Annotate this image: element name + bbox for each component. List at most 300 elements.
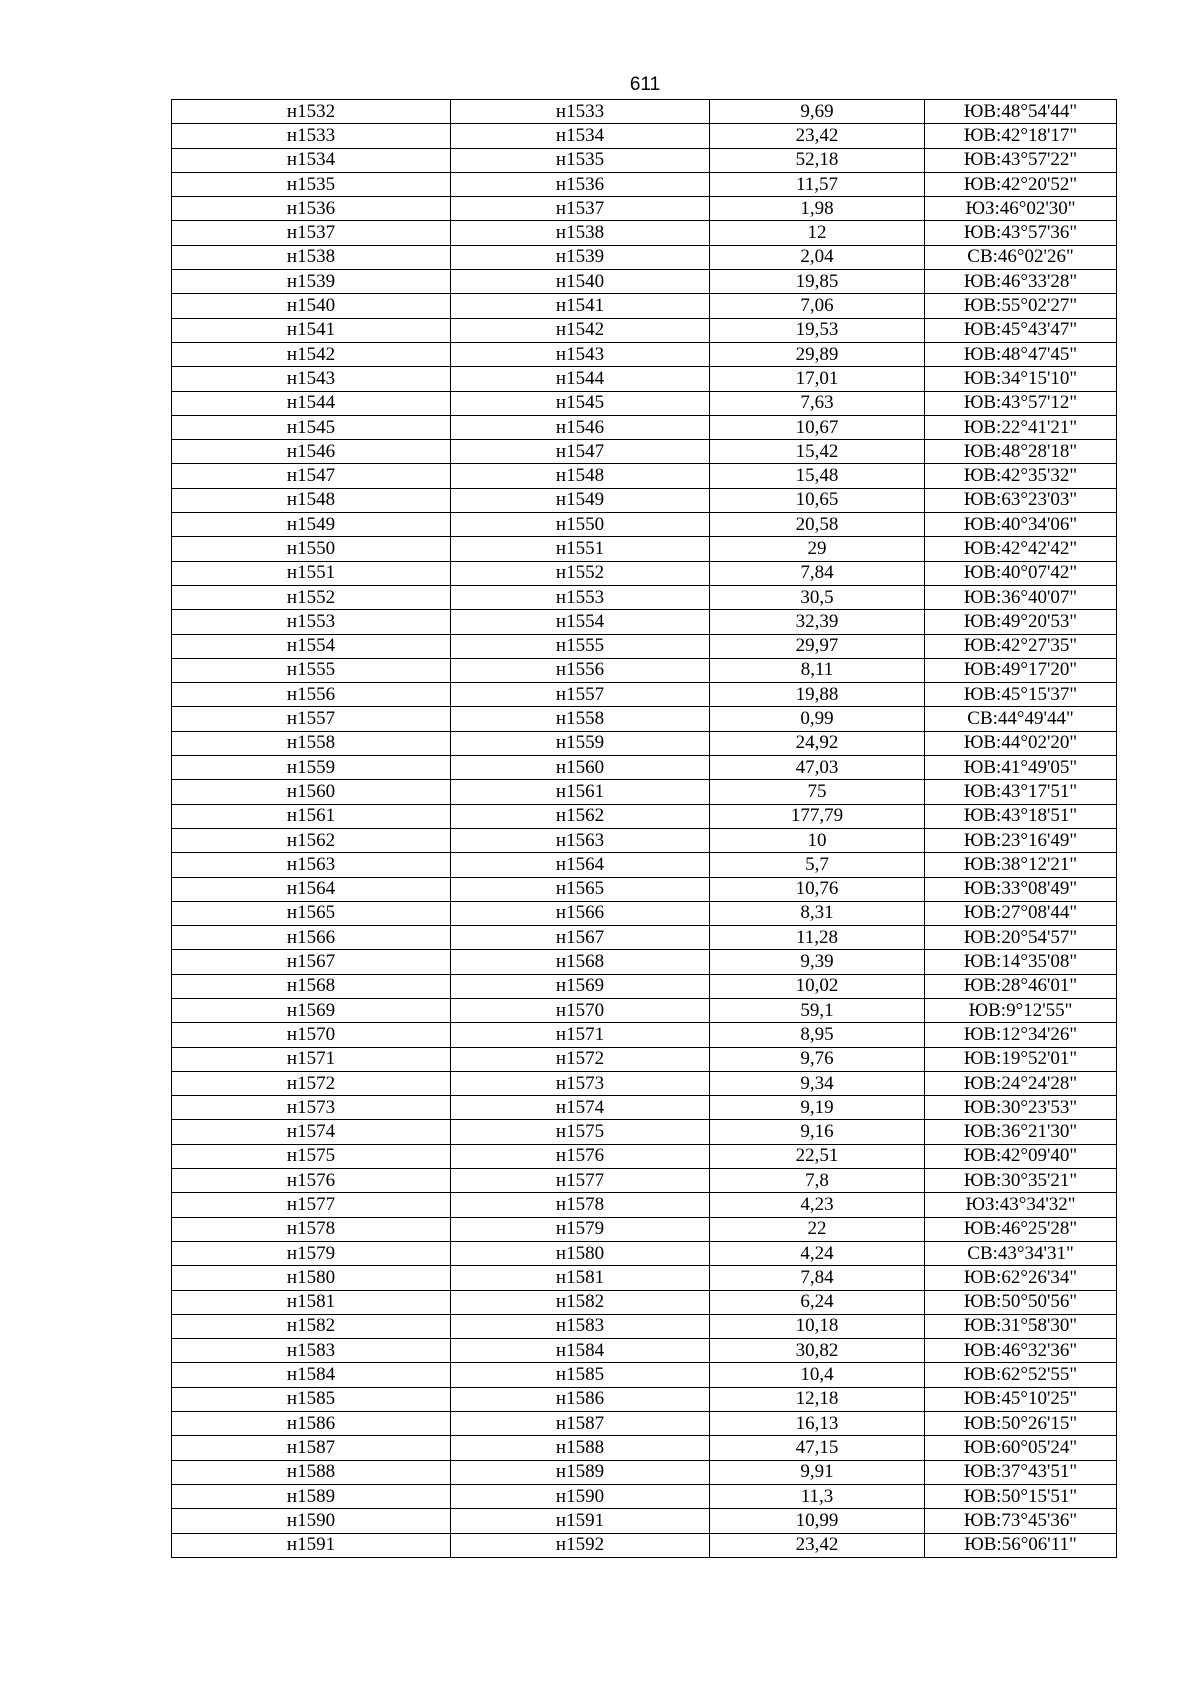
bearing-cell: ЮВ:40°34'06" bbox=[925, 513, 1117, 537]
bearing-cell: ЮВ:43°57'36" bbox=[925, 221, 1117, 245]
from-point-cell: н1552 bbox=[172, 585, 451, 609]
table-row bbox=[172, 245, 1117, 269]
table-row bbox=[172, 1096, 1117, 1120]
distance-cell: 7,8 bbox=[710, 1169, 925, 1193]
to-point-cell: н1577 bbox=[451, 1169, 710, 1193]
from-point-cell: н1546 bbox=[172, 440, 451, 464]
from-point-cell: н1541 bbox=[172, 318, 451, 342]
from-point-cell: н1564 bbox=[172, 877, 451, 901]
from-point-cell: н1588 bbox=[172, 1460, 451, 1484]
bearing-cell: ЮВ:49°17'20" bbox=[925, 658, 1117, 682]
to-point-cell: н1540 bbox=[451, 270, 710, 294]
page-number: 611 bbox=[629, 74, 661, 95]
table-row bbox=[172, 415, 1117, 439]
bearing-cell: ЮВ:20°54'57" bbox=[925, 926, 1117, 950]
bearing-cell: ЮВ:41°49'05" bbox=[925, 756, 1117, 780]
from-point-cell: н1587 bbox=[172, 1436, 451, 1460]
distance-cell: 17,01 bbox=[710, 367, 925, 391]
from-point-cell: н1556 bbox=[172, 683, 451, 707]
to-point-cell: н1556 bbox=[451, 658, 710, 682]
distance-cell: 7,84 bbox=[710, 1266, 925, 1290]
bearing-cell: ЮВ:27°08'44" bbox=[925, 901, 1117, 925]
table-row bbox=[172, 1363, 1117, 1387]
bearing-cell: ЮВ:50°26'15" bbox=[925, 1412, 1117, 1436]
distance-cell: 9,34 bbox=[710, 1071, 925, 1095]
table-row bbox=[172, 294, 1117, 318]
distance-cell: 22,51 bbox=[710, 1144, 925, 1168]
to-point-cell: н1550 bbox=[451, 513, 710, 537]
bearing-cell: ЮВ:37°43'51" bbox=[925, 1460, 1117, 1484]
table-row bbox=[172, 1047, 1117, 1071]
table-row bbox=[172, 124, 1117, 148]
bearing-cell: СВ:43°34'31" bbox=[925, 1241, 1117, 1265]
bearing-cell: ЮВ:42°18'17" bbox=[925, 124, 1117, 148]
table-row bbox=[172, 1266, 1117, 1290]
bearing-cell: ЮВ:48°54'44" bbox=[925, 100, 1117, 124]
from-point-cell: н1591 bbox=[172, 1533, 451, 1557]
bearing-cell: ЮВ:45°43'47" bbox=[925, 318, 1117, 342]
distance-cell: 15,48 bbox=[710, 464, 925, 488]
from-point-cell: н1569 bbox=[172, 998, 451, 1022]
distance-cell: 16,13 bbox=[710, 1412, 925, 1436]
distance-cell: 29 bbox=[710, 537, 925, 561]
bearing-cell: ЮВ:60°05'24" bbox=[925, 1436, 1117, 1460]
bearing-cell: ЮВ:43°18'51" bbox=[925, 804, 1117, 828]
from-point-cell: н1554 bbox=[172, 634, 451, 658]
from-point-cell: н1540 bbox=[172, 294, 451, 318]
table-row bbox=[172, 707, 1117, 731]
table-row bbox=[172, 1241, 1117, 1265]
bearing-cell: ЮВ:45°10'25" bbox=[925, 1387, 1117, 1411]
table-row bbox=[172, 367, 1117, 391]
to-point-cell: н1562 bbox=[451, 804, 710, 828]
table-row bbox=[172, 1436, 1117, 1460]
distance-cell: 9,16 bbox=[710, 1120, 925, 1144]
from-point-cell: н1560 bbox=[172, 780, 451, 804]
to-point-cell: н1564 bbox=[451, 853, 710, 877]
distance-cell: 2,04 bbox=[710, 245, 925, 269]
from-point-cell: н1542 bbox=[172, 342, 451, 366]
to-point-cell: н1581 bbox=[451, 1266, 710, 1290]
from-point-cell: н1568 bbox=[172, 974, 451, 998]
from-point-cell: н1577 bbox=[172, 1193, 451, 1217]
to-point-cell: н1547 bbox=[451, 440, 710, 464]
distance-cell: 9,76 bbox=[710, 1047, 925, 1071]
table-row bbox=[172, 950, 1117, 974]
to-point-cell: н1591 bbox=[451, 1509, 710, 1533]
from-point-cell: н1548 bbox=[172, 488, 451, 512]
from-point-cell: н1582 bbox=[172, 1314, 451, 1338]
table-row bbox=[172, 342, 1117, 366]
from-point-cell: н1584 bbox=[172, 1363, 451, 1387]
from-point-cell: н1559 bbox=[172, 756, 451, 780]
bearing-cell: ЮВ:38°12'21" bbox=[925, 853, 1117, 877]
distance-cell: 7,06 bbox=[710, 294, 925, 318]
table-row bbox=[172, 1509, 1117, 1533]
bearing-cell: ЮВ:30°23'53" bbox=[925, 1096, 1117, 1120]
bearing-cell: ЮВ:56°06'11" bbox=[925, 1533, 1117, 1557]
table-row bbox=[172, 1120, 1117, 1144]
bearing-cell: ЮВ:46°33'28" bbox=[925, 270, 1117, 294]
bearing-cell: ЮВ:63°23'03" bbox=[925, 488, 1117, 512]
from-point-cell: н1563 bbox=[172, 853, 451, 877]
to-point-cell: н1572 bbox=[451, 1047, 710, 1071]
table-row bbox=[172, 756, 1117, 780]
from-point-cell: н1585 bbox=[172, 1387, 451, 1411]
from-point-cell: н1566 bbox=[172, 926, 451, 950]
to-point-cell: н1536 bbox=[451, 172, 710, 196]
to-point-cell: н1590 bbox=[451, 1484, 710, 1508]
distance-cell: 23,42 bbox=[710, 124, 925, 148]
distance-cell: 9,91 bbox=[710, 1460, 925, 1484]
distance-cell: 19,85 bbox=[710, 270, 925, 294]
to-point-cell: н1575 bbox=[451, 1120, 710, 1144]
distance-cell: 29,89 bbox=[710, 342, 925, 366]
table-row bbox=[172, 1023, 1117, 1047]
bearing-cell: ЮВ:43°57'12" bbox=[925, 391, 1117, 415]
bearing-cell: ЮВ:42°20'52" bbox=[925, 172, 1117, 196]
to-point-cell: н1534 bbox=[451, 124, 710, 148]
to-point-cell: н1561 bbox=[451, 780, 710, 804]
distance-cell: 8,95 bbox=[710, 1023, 925, 1047]
from-point-cell: н1570 bbox=[172, 1023, 451, 1047]
bearing-cell: ЮВ:44°02'20" bbox=[925, 731, 1117, 755]
distance-cell: 19,88 bbox=[710, 683, 925, 707]
table-row bbox=[172, 585, 1117, 609]
from-point-cell: н1545 bbox=[172, 415, 451, 439]
from-point-cell: н1571 bbox=[172, 1047, 451, 1071]
table-row bbox=[172, 1169, 1117, 1193]
table-row bbox=[172, 658, 1117, 682]
bearing-cell: ЮВ:50°15'51" bbox=[925, 1484, 1117, 1508]
from-point-cell: н1579 bbox=[172, 1241, 451, 1265]
table-row bbox=[172, 683, 1117, 707]
to-point-cell: н1553 bbox=[451, 585, 710, 609]
from-point-cell: н1576 bbox=[172, 1169, 451, 1193]
from-point-cell: н1561 bbox=[172, 804, 451, 828]
bearing-cell: ЮВ:50°50'56" bbox=[925, 1290, 1117, 1314]
from-point-cell: н1550 bbox=[172, 537, 451, 561]
to-point-cell: н1592 bbox=[451, 1533, 710, 1557]
bearing-cell: ЮВ:22°41'21" bbox=[925, 415, 1117, 439]
to-point-cell: н1552 bbox=[451, 561, 710, 585]
table-row bbox=[172, 1460, 1117, 1484]
bearing-cell: ЮВ:30°35'21" bbox=[925, 1169, 1117, 1193]
table-row bbox=[172, 1412, 1117, 1436]
from-point-cell: н1578 bbox=[172, 1217, 451, 1241]
table-row bbox=[172, 731, 1117, 755]
to-point-cell: н1584 bbox=[451, 1339, 710, 1363]
from-point-cell: н1549 bbox=[172, 513, 451, 537]
distance-cell: 30,5 bbox=[710, 585, 925, 609]
to-point-cell: н1559 bbox=[451, 731, 710, 755]
distance-cell: 23,42 bbox=[710, 1533, 925, 1557]
from-point-cell: н1551 bbox=[172, 561, 451, 585]
distance-cell: 10,4 bbox=[710, 1363, 925, 1387]
bearing-cell: ЮВ:62°26'34" bbox=[925, 1266, 1117, 1290]
bearing-cell: ЮВ:34°15'10" bbox=[925, 367, 1117, 391]
from-point-cell: н1565 bbox=[172, 901, 451, 925]
bearing-cell: ЮВ:42°42'42" bbox=[925, 537, 1117, 561]
table-row bbox=[172, 464, 1117, 488]
distance-cell: 177,79 bbox=[710, 804, 925, 828]
distance-cell: 47,03 bbox=[710, 756, 925, 780]
to-point-cell: н1558 bbox=[451, 707, 710, 731]
to-point-cell: н1585 bbox=[451, 1363, 710, 1387]
table-row bbox=[172, 780, 1117, 804]
to-point-cell: н1588 bbox=[451, 1436, 710, 1460]
from-point-cell: н1583 bbox=[172, 1339, 451, 1363]
from-point-cell: н1535 bbox=[172, 172, 451, 196]
table-row bbox=[172, 634, 1117, 658]
from-point-cell: н1532 bbox=[172, 100, 451, 124]
from-point-cell: н1536 bbox=[172, 197, 451, 221]
table-row bbox=[172, 1217, 1117, 1241]
to-point-cell: н1535 bbox=[451, 148, 710, 172]
distance-cell: 1,98 bbox=[710, 197, 925, 221]
bearing-cell: ЮВ:19°52'01" bbox=[925, 1047, 1117, 1071]
bearing-cell: ЮВ:14°35'08" bbox=[925, 950, 1117, 974]
from-point-cell: н1574 bbox=[172, 1120, 451, 1144]
bearing-cell: ЮВ:48°28'18" bbox=[925, 440, 1117, 464]
table-row bbox=[172, 561, 1117, 585]
table-row bbox=[172, 148, 1117, 172]
from-point-cell: н1555 bbox=[172, 658, 451, 682]
table-row bbox=[172, 391, 1117, 415]
bearing-cell: ЮВ:45°15'37" bbox=[925, 683, 1117, 707]
to-point-cell: н1573 bbox=[451, 1071, 710, 1095]
from-point-cell: н1580 bbox=[172, 1266, 451, 1290]
table-row bbox=[172, 1193, 1117, 1217]
table-row bbox=[172, 853, 1117, 877]
from-point-cell: н1557 bbox=[172, 707, 451, 731]
bearing-cell: ЮЗ:46°02'30" bbox=[925, 197, 1117, 221]
table-row bbox=[172, 974, 1117, 998]
from-point-cell: н1533 bbox=[172, 124, 451, 148]
from-point-cell: н1553 bbox=[172, 610, 451, 634]
bearing-cell: ЮЗ:43°34'32" bbox=[925, 1193, 1117, 1217]
to-point-cell: н1544 bbox=[451, 367, 710, 391]
from-point-cell: н1544 bbox=[172, 391, 451, 415]
distance-cell: 7,84 bbox=[710, 561, 925, 585]
table-body bbox=[172, 100, 1117, 1558]
bearing-cell: ЮВ:46°25'28" bbox=[925, 1217, 1117, 1241]
table-row bbox=[172, 1071, 1117, 1095]
bearing-cell: ЮВ:48°47'45" bbox=[925, 342, 1117, 366]
to-point-cell: н1538 bbox=[451, 221, 710, 245]
from-point-cell: н1589 bbox=[172, 1484, 451, 1508]
table-row bbox=[172, 828, 1117, 852]
to-point-cell: н1566 bbox=[451, 901, 710, 925]
distance-cell: 15,42 bbox=[710, 440, 925, 464]
distance-cell: 52,18 bbox=[710, 148, 925, 172]
from-point-cell: н1567 bbox=[172, 950, 451, 974]
from-point-cell: н1539 bbox=[172, 270, 451, 294]
to-point-cell: н1587 bbox=[451, 1412, 710, 1436]
distance-cell: 20,58 bbox=[710, 513, 925, 537]
bearing-cell: ЮВ:49°20'53" bbox=[925, 610, 1117, 634]
to-point-cell: н1555 bbox=[451, 634, 710, 658]
distance-cell: 0,99 bbox=[710, 707, 925, 731]
to-point-cell: н1589 bbox=[451, 1460, 710, 1484]
table-row bbox=[172, 998, 1117, 1022]
to-point-cell: н1576 bbox=[451, 1144, 710, 1168]
distance-cell: 10,76 bbox=[710, 877, 925, 901]
to-point-cell: н1574 bbox=[451, 1096, 710, 1120]
table-row bbox=[172, 804, 1117, 828]
bearing-cell: СВ:46°02'26" bbox=[925, 245, 1117, 269]
distance-cell: 10,02 bbox=[710, 974, 925, 998]
to-point-cell: н1582 bbox=[451, 1290, 710, 1314]
distance-cell: 24,92 bbox=[710, 731, 925, 755]
bearing-cell: ЮВ:31°58'30" bbox=[925, 1314, 1117, 1338]
to-point-cell: н1567 bbox=[451, 926, 710, 950]
to-point-cell: н1546 bbox=[451, 415, 710, 439]
table-row bbox=[172, 440, 1117, 464]
to-point-cell: н1569 bbox=[451, 974, 710, 998]
from-point-cell: н1573 bbox=[172, 1096, 451, 1120]
to-point-cell: н1545 bbox=[451, 391, 710, 415]
from-point-cell: н1558 bbox=[172, 731, 451, 755]
bearing-cell: ЮВ:73°45'36" bbox=[925, 1509, 1117, 1533]
bearing-cell: ЮВ:40°07'42" bbox=[925, 561, 1117, 585]
to-point-cell: н1541 bbox=[451, 294, 710, 318]
distance-cell: 11,57 bbox=[710, 172, 925, 196]
table-row bbox=[172, 221, 1117, 245]
table-row bbox=[172, 1339, 1117, 1363]
table-row bbox=[172, 1533, 1117, 1557]
from-point-cell: н1543 bbox=[172, 367, 451, 391]
bearing-cell: ЮВ:43°17'51" bbox=[925, 780, 1117, 804]
table-row bbox=[172, 610, 1117, 634]
to-point-cell: н1568 bbox=[451, 950, 710, 974]
to-point-cell: н1543 bbox=[451, 342, 710, 366]
to-point-cell: н1571 bbox=[451, 1023, 710, 1047]
from-point-cell: н1581 bbox=[172, 1290, 451, 1314]
table-row bbox=[172, 197, 1117, 221]
bearing-cell: ЮВ:62°52'55" bbox=[925, 1363, 1117, 1387]
table-row bbox=[172, 318, 1117, 342]
to-point-cell: н1578 bbox=[451, 1193, 710, 1217]
table-row bbox=[172, 1144, 1117, 1168]
bearing-cell: ЮВ:28°46'01" bbox=[925, 974, 1117, 998]
distance-cell: 12 bbox=[710, 221, 925, 245]
distance-cell: 5,7 bbox=[710, 853, 925, 877]
from-point-cell: н1590 bbox=[172, 1509, 451, 1533]
to-point-cell: н1583 bbox=[451, 1314, 710, 1338]
table-row bbox=[172, 1387, 1117, 1411]
to-point-cell: н1565 bbox=[451, 877, 710, 901]
to-point-cell: н1542 bbox=[451, 318, 710, 342]
distance-cell: 10,67 bbox=[710, 415, 925, 439]
distance-cell: 6,24 bbox=[710, 1290, 925, 1314]
distance-cell: 11,28 bbox=[710, 926, 925, 950]
table-row bbox=[172, 1290, 1117, 1314]
table-row bbox=[172, 172, 1117, 196]
distance-cell: 10,99 bbox=[710, 1509, 925, 1533]
distance-cell: 8,11 bbox=[710, 658, 925, 682]
bearing-cell: ЮВ:46°32'36" bbox=[925, 1339, 1117, 1363]
from-point-cell: н1534 bbox=[172, 148, 451, 172]
to-point-cell: н1537 bbox=[451, 197, 710, 221]
to-point-cell: н1579 bbox=[451, 1217, 710, 1241]
to-point-cell: н1563 bbox=[451, 828, 710, 852]
table-row bbox=[172, 1484, 1117, 1508]
table-row bbox=[172, 877, 1117, 901]
table-row bbox=[172, 1314, 1117, 1338]
bearing-cell: ЮВ:23°16'49" bbox=[925, 828, 1117, 852]
bearing-cell: ЮВ:42°27'35" bbox=[925, 634, 1117, 658]
distance-cell: 19,53 bbox=[710, 318, 925, 342]
bearing-cell: ЮВ:42°35'32" bbox=[925, 464, 1117, 488]
bearing-cell: ЮВ:12°34'26" bbox=[925, 1023, 1117, 1047]
table-row bbox=[172, 488, 1117, 512]
distance-cell: 8,31 bbox=[710, 901, 925, 925]
to-point-cell: н1570 bbox=[451, 998, 710, 1022]
distance-cell: 9,69 bbox=[710, 100, 925, 124]
to-point-cell: н1560 bbox=[451, 756, 710, 780]
to-point-cell: н1551 bbox=[451, 537, 710, 561]
distance-cell: 9,19 bbox=[710, 1096, 925, 1120]
distance-cell: 10,65 bbox=[710, 488, 925, 512]
distance-cell: 12,18 bbox=[710, 1387, 925, 1411]
from-point-cell: н1537 bbox=[172, 221, 451, 245]
to-point-cell: н1557 bbox=[451, 683, 710, 707]
distance-cell: 10,18 bbox=[710, 1314, 925, 1338]
table-row bbox=[172, 926, 1117, 950]
to-point-cell: н1580 bbox=[451, 1241, 710, 1265]
distance-cell: 30,82 bbox=[710, 1339, 925, 1363]
from-point-cell: н1572 bbox=[172, 1071, 451, 1095]
to-point-cell: н1539 bbox=[451, 245, 710, 269]
from-point-cell: н1547 bbox=[172, 464, 451, 488]
from-point-cell: н1575 bbox=[172, 1144, 451, 1168]
table-row bbox=[172, 270, 1117, 294]
distance-cell: 29,97 bbox=[710, 634, 925, 658]
table-row bbox=[172, 901, 1117, 925]
table-row bbox=[172, 513, 1117, 537]
bearing-cell: ЮВ:9°12'55" bbox=[925, 998, 1117, 1022]
bearing-cell: ЮВ:36°21'30" bbox=[925, 1120, 1117, 1144]
distance-cell: 22 bbox=[710, 1217, 925, 1241]
from-point-cell: н1538 bbox=[172, 245, 451, 269]
from-point-cell: н1562 bbox=[172, 828, 451, 852]
bearing-cell: ЮВ:43°57'22" bbox=[925, 148, 1117, 172]
distance-cell: 11,3 bbox=[710, 1484, 925, 1508]
bearing-cell: ЮВ:36°40'07" bbox=[925, 585, 1117, 609]
bearing-cell: ЮВ:33°08'49" bbox=[925, 877, 1117, 901]
table-row bbox=[172, 537, 1117, 561]
bearing-cell: ЮВ:55°02'27" bbox=[925, 294, 1117, 318]
distance-cell: 32,39 bbox=[710, 610, 925, 634]
distance-cell: 59,1 bbox=[710, 998, 925, 1022]
from-point-cell: н1586 bbox=[172, 1412, 451, 1436]
distance-cell: 10 bbox=[710, 828, 925, 852]
distance-cell: 47,15 bbox=[710, 1436, 925, 1460]
boundary-points-table bbox=[171, 99, 1117, 1558]
bearing-cell: ЮВ:24°24'28" bbox=[925, 1071, 1117, 1095]
to-point-cell: н1549 bbox=[451, 488, 710, 512]
table-row bbox=[172, 100, 1117, 124]
bearing-cell: ЮВ:42°09'40" bbox=[925, 1144, 1117, 1168]
bearing-cell: СВ:44°49'44" bbox=[925, 707, 1117, 731]
distance-cell: 4,23 bbox=[710, 1193, 925, 1217]
to-point-cell: н1586 bbox=[451, 1387, 710, 1411]
distance-cell: 9,39 bbox=[710, 950, 925, 974]
distance-cell: 75 bbox=[710, 780, 925, 804]
to-point-cell: н1554 bbox=[451, 610, 710, 634]
to-point-cell: н1548 bbox=[451, 464, 710, 488]
